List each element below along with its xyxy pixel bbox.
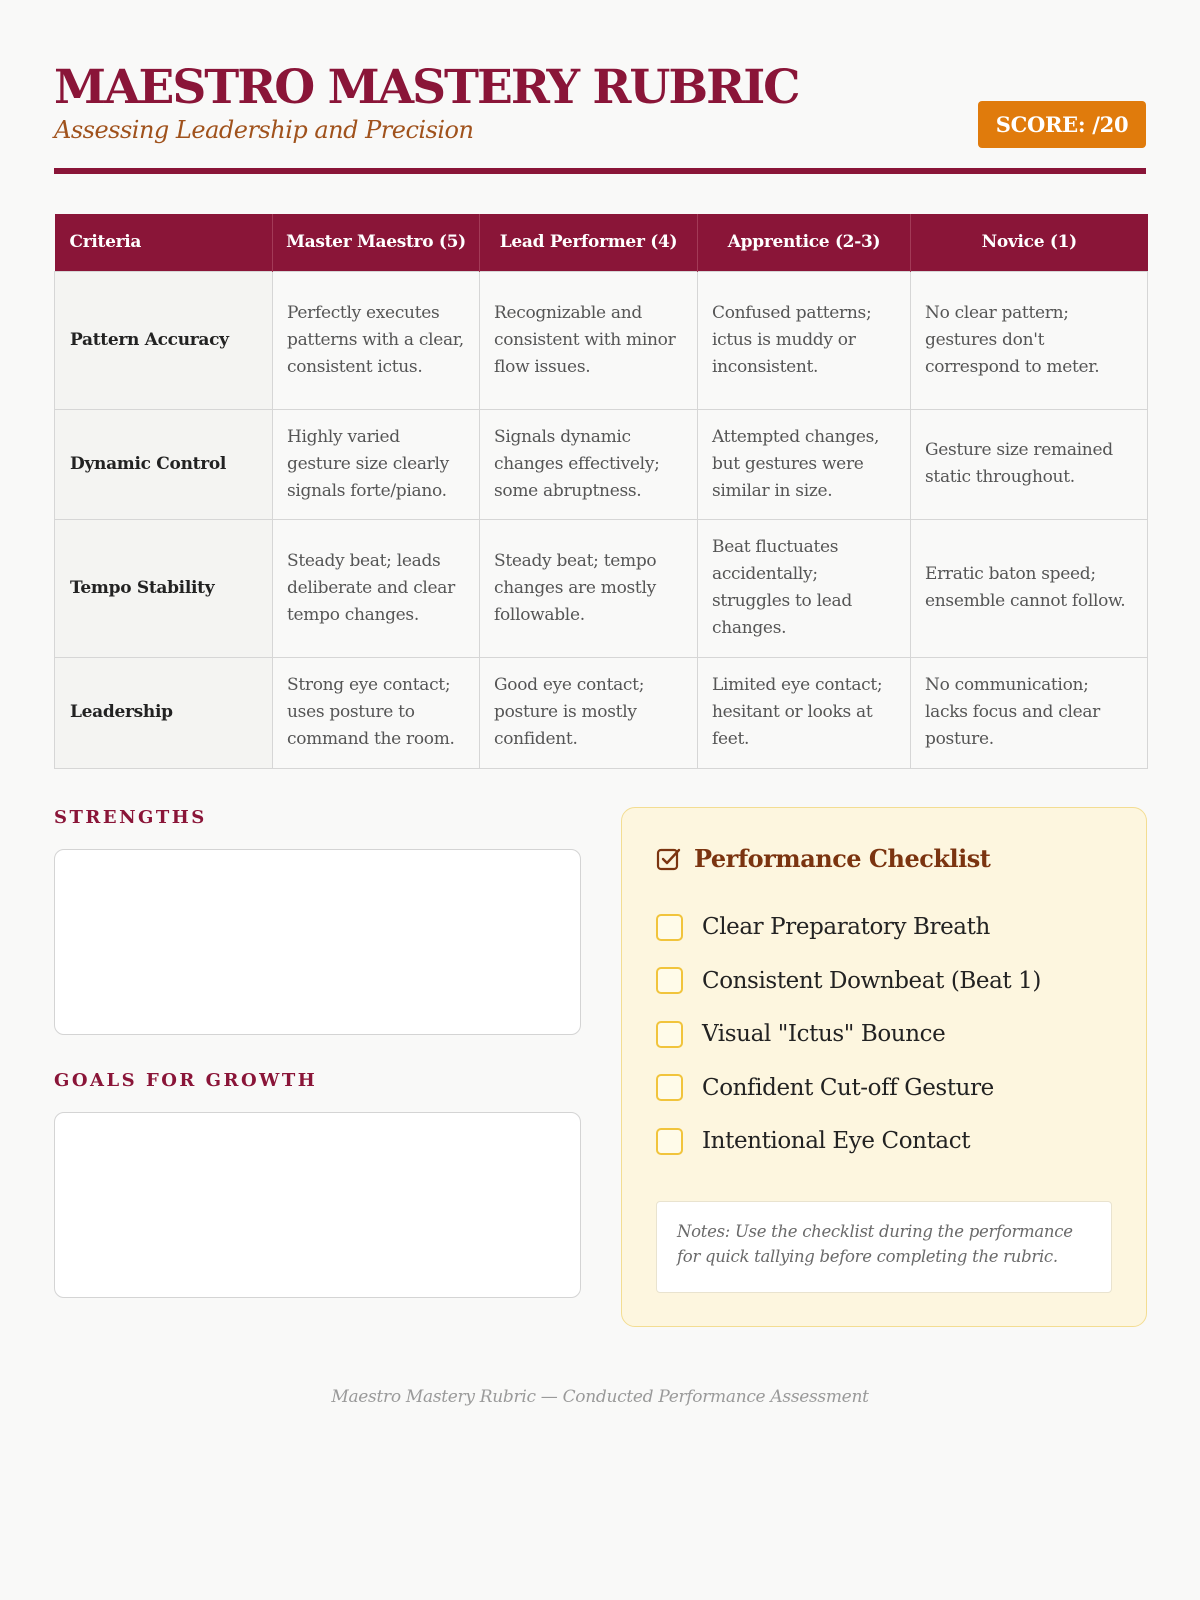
rubric-cell: Limited eye contact; hesitant or looks at feet. (698, 657, 911, 768)
rubric-cell: Attempted changes, but gestures were similar in size. (698, 409, 911, 519)
checklist-item-label: Consistent Downbeat (Beat 1) (702, 967, 1041, 994)
page-footer: Maestro Mastery Rubric — Conducted Performance Assessment (331, 1387, 869, 1407)
list-item (656, 1115, 1112, 1169)
rubric-cell: Beat fluctuates accidentally; struggles to lead changes. (698, 519, 911, 657)
rubric-cell: Erratic baton speed; ensemble cannot follow. (911, 519, 1148, 657)
list-item (656, 954, 1112, 1008)
column-header-master-maestro: Master Maestro (5) (273, 214, 480, 271)
score-badge: SCORE: /20 (978, 101, 1146, 148)
strengths-label: STRENGTHS (54, 806, 207, 828)
table-row (55, 519, 1148, 657)
rubric-cell: Perfectly executes patterns with a clear, consistent ictus. (273, 271, 480, 409)
rubric-cell: Gesture size remained static throughout. (911, 409, 1148, 519)
rubric-cell: No clear pattern; gestures don't correspond to meter. (911, 271, 1148, 409)
performance-checklist-card (621, 807, 1147, 1327)
column-header-criteria: Criteria (55, 214, 273, 271)
rubric-cell: Steady beat; tempo changes are mostly followable. (480, 519, 698, 657)
list-item (656, 1008, 1112, 1062)
rubric-cell: Highly varied gesture size clearly signals forte/piano. (273, 409, 480, 519)
checklist-item-label: Visual "Ictus" Bounce (702, 1021, 946, 1048)
criteria-cell: Pattern Accuracy (55, 271, 273, 409)
goals-label: GOALS FOR GROWTH (54, 1069, 318, 1091)
checkbox[interactable] (656, 1128, 683, 1155)
checklist-title: Performance Checklist (694, 844, 991, 873)
table-row (55, 657, 1148, 768)
rubric-cell: Good eye contact; posture is mostly confident. (480, 657, 698, 768)
list-item (656, 901, 1112, 955)
checklist-notes: Notes: Use the checklist during the performance for quick tallying before completing the rubric. (656, 1201, 1112, 1293)
criteria-cell: Tempo Stability (55, 519, 273, 657)
header (54, 58, 1146, 174)
rubric-cell: Steady beat; leads deliberate and clear tempo changes. (273, 519, 480, 657)
list-item (656, 1061, 1112, 1115)
rubric-cell: Recognizable and consistent with minor flow issues. (480, 271, 698, 409)
feedback-column (54, 807, 581, 1298)
checkbox[interactable] (656, 1021, 683, 1048)
checklist-item-label: Clear Preparatory Breath (702, 914, 990, 941)
column-header-lead-performer: Lead Performer (4) (480, 214, 698, 271)
rubric-cell: Strong eye contact; uses posture to command the room. (273, 657, 480, 768)
checklist-items (656, 901, 1112, 1169)
column-header-apprentice: Apprentice (2-3) (698, 214, 911, 271)
checklist-item-label: Confident Cut-off Gesture (702, 1074, 994, 1101)
goals-writing-box[interactable] (54, 1112, 581, 1298)
table-row (55, 409, 1148, 519)
table-row (55, 271, 1148, 409)
page-title: MAESTRO MASTERY RUBRIC (54, 60, 799, 115)
rubric-cell: No communication; lacks focus and clear posture. (911, 657, 1148, 768)
lower-section (54, 807, 1146, 1327)
checkbox[interactable] (656, 1074, 683, 1101)
checklist-item-label: Intentional Eye Contact (702, 1128, 971, 1155)
strengths-writing-box[interactable] (54, 849, 581, 1035)
checklist-header (656, 842, 1112, 876)
criteria-cell: Dynamic Control (55, 409, 273, 519)
rubric-cell: Confused patterns; ictus is muddy or inconsistent. (698, 271, 911, 409)
checkbox[interactable] (656, 914, 683, 941)
criteria-cell: Leadership (55, 657, 273, 768)
checkbox[interactable] (656, 967, 683, 994)
checkbox-checked-icon (656, 846, 682, 872)
column-header-novice: Novice (1) (911, 214, 1148, 271)
rubric-table (54, 214, 1148, 769)
rubric-header-row (55, 214, 1148, 271)
page-subtitle: Assessing Leadership and Precision (54, 116, 474, 144)
rubric-cell: Signals dynamic changes effectively; some abruptness. (480, 409, 698, 519)
